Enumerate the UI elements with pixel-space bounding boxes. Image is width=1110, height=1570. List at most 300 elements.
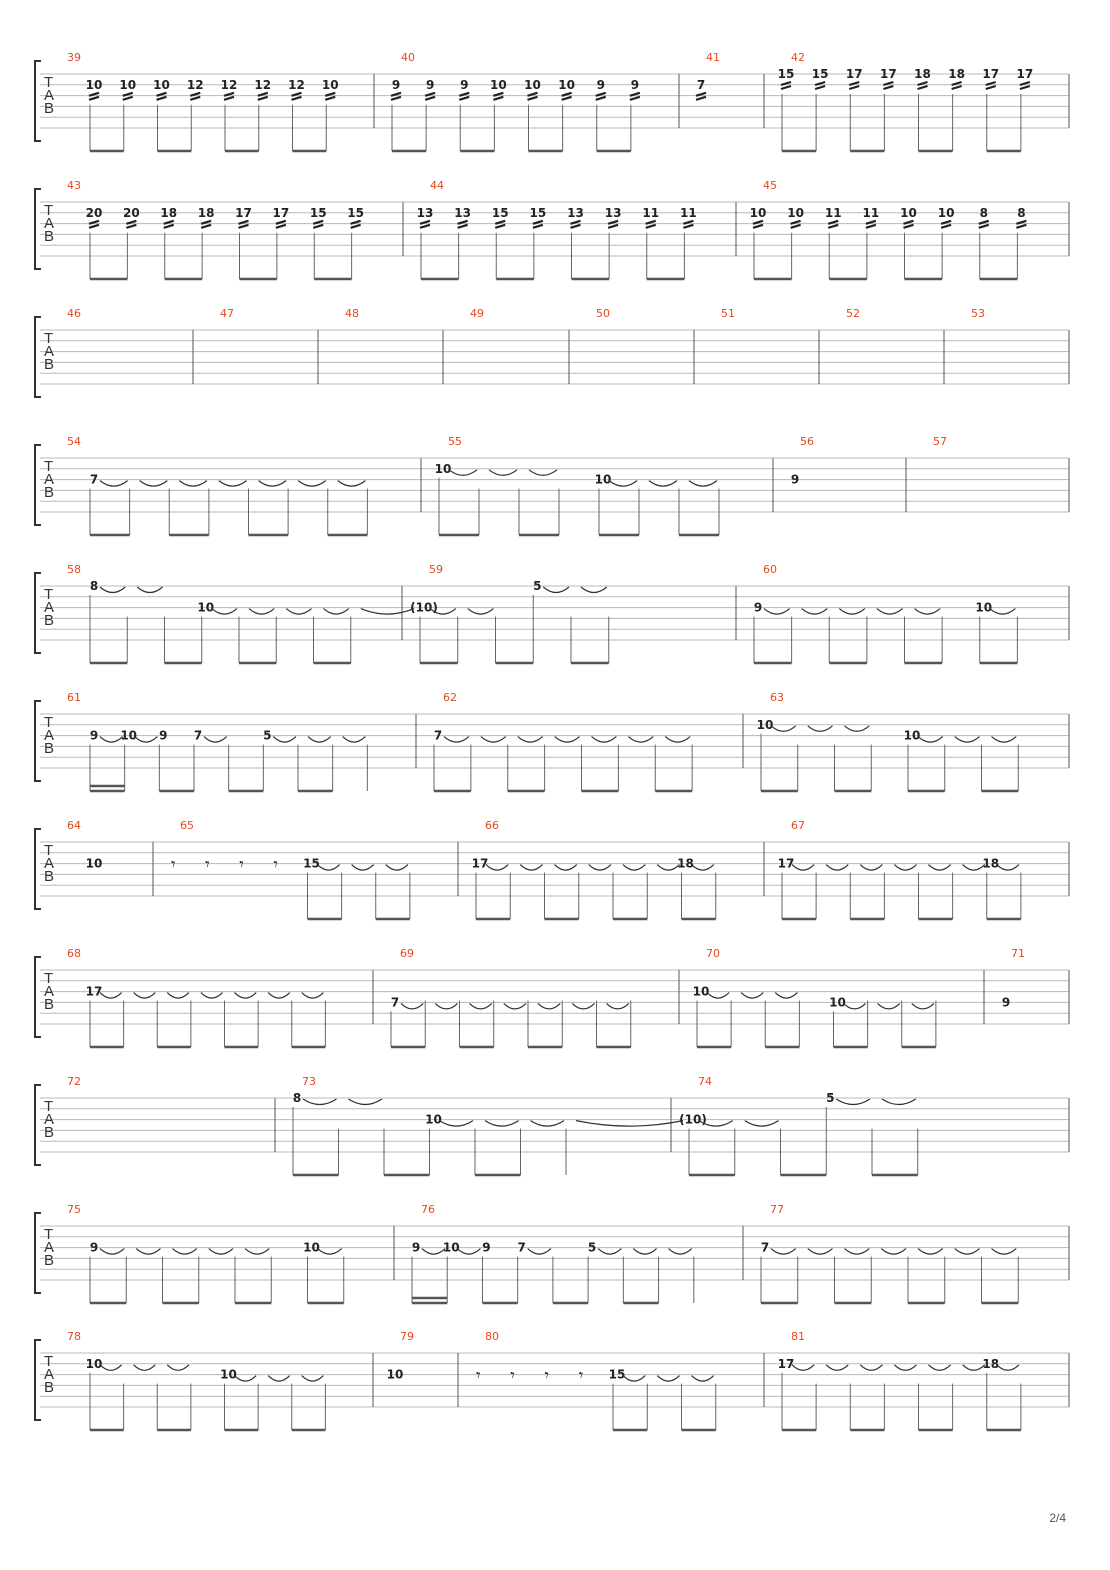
measure-number: 60: [763, 563, 777, 576]
tie: [929, 1365, 951, 1371]
system-bracket: [35, 701, 41, 781]
measure-number: 44: [430, 179, 444, 192]
fret-number: 10: [749, 205, 767, 220]
measure-number: 53: [971, 307, 985, 320]
fret-number: 15: [811, 67, 829, 81]
tie: [894, 1365, 916, 1371]
tie: [882, 1099, 916, 1105]
tie: [669, 1249, 692, 1255]
fret-number: 17: [777, 1356, 795, 1371]
tie: [137, 587, 162, 593]
slash-mark: [608, 221, 618, 228]
fret-number: 9: [391, 77, 401, 92]
tab-clef-letter: B: [44, 612, 55, 629]
tie: [775, 993, 797, 999]
fret-number: 10: [756, 717, 774, 732]
slash-mark: [459, 93, 469, 100]
fret-number: 15: [608, 1367, 626, 1382]
tab-clef-letter: A: [44, 599, 55, 616]
tie: [992, 737, 1017, 743]
slash-mark: [528, 93, 538, 100]
tie: [531, 1121, 565, 1127]
tab-clef-letter: A: [44, 343, 55, 360]
tie: [689, 481, 717, 487]
tie: [435, 1003, 457, 1009]
slash-mark: [89, 221, 99, 228]
slash-mark: [201, 221, 211, 228]
tie: [520, 865, 542, 871]
fret-number: 15: [777, 67, 795, 81]
slash-mark: [313, 221, 323, 228]
slash-mark: [883, 82, 893, 89]
tab-clef-letter: T: [44, 714, 54, 731]
tab-clef-letter: B: [44, 996, 55, 1013]
measure-number: 81: [791, 1330, 805, 1343]
tie: [318, 865, 340, 871]
tie: [918, 737, 943, 743]
fret-number: 18: [677, 856, 694, 871]
tab-clef-letter: T: [44, 202, 54, 219]
tab-clef-letter: B: [44, 1379, 55, 1396]
eighth-rest: 𝄾: [578, 1366, 584, 1386]
slash-mark: [986, 82, 996, 89]
tie: [992, 1249, 1017, 1255]
tie: [572, 1003, 594, 1009]
tie: [808, 1249, 833, 1255]
slash-mark: [781, 82, 791, 89]
tie: [303, 1099, 337, 1105]
tab-clef-letter: T: [44, 586, 54, 603]
slash-mark: [276, 221, 286, 228]
tie: [538, 1003, 560, 1009]
measure-number: 66: [485, 819, 499, 832]
measure-number: 77: [770, 1203, 784, 1216]
measure-number: 64: [67, 819, 81, 832]
tie: [235, 993, 257, 999]
tie: [792, 1365, 814, 1371]
tie: [845, 1249, 870, 1255]
tab-system: [35, 179, 1069, 279]
tie: [665, 737, 690, 743]
tie: [286, 609, 311, 615]
fret-number: 8: [979, 205, 988, 220]
tie: [273, 737, 296, 743]
measure-number: 42: [791, 51, 805, 64]
tie: [860, 1365, 882, 1371]
measure-number: 73: [302, 1075, 316, 1088]
tab-clef-letter: T: [44, 458, 54, 475]
tab-clef-letter: A: [44, 855, 55, 872]
slash-mark: [224, 93, 234, 100]
slash-mark: [190, 93, 200, 100]
slur: [422, 1249, 445, 1255]
slash-mark: [630, 93, 640, 100]
measure-number: 74: [698, 1075, 712, 1088]
fret-number: 17: [471, 856, 489, 871]
fret-number: 7: [390, 995, 400, 1010]
slash-mark: [458, 221, 468, 228]
tie: [592, 737, 617, 743]
fret-number: 9: [790, 472, 800, 487]
fret-number: 12: [254, 77, 272, 92]
eighth-rest: 𝄾: [239, 855, 244, 875]
fret-number: 17: [272, 205, 290, 220]
slash-mark: [866, 221, 876, 228]
tie: [692, 1376, 714, 1382]
system-bracket: [35, 61, 41, 141]
tie: [745, 1121, 779, 1127]
tie: [481, 737, 506, 743]
tie: [100, 481, 128, 487]
tie: [324, 609, 349, 615]
slash-mark: [791, 221, 801, 228]
tie: [298, 481, 326, 487]
eighth-rest: 𝄾: [544, 1366, 550, 1386]
fret-number: 18: [197, 205, 215, 220]
tie: [386, 865, 408, 871]
tie: [352, 865, 374, 871]
tie: [343, 737, 366, 743]
fret-number: 9: [411, 1240, 421, 1255]
tie: [918, 1249, 943, 1255]
tie: [100, 1249, 124, 1255]
tie: [581, 587, 607, 593]
measure-number: 49: [470, 307, 484, 320]
tab-system: [35, 51, 1069, 151]
tie: [140, 481, 168, 487]
fret-number: 7: [193, 728, 203, 743]
tie: [167, 1365, 189, 1371]
fret-number: 9: [753, 600, 763, 615]
measure-number: 55: [448, 435, 462, 448]
tab-clef-letter: B: [44, 1252, 55, 1269]
fret-number: 10: [153, 77, 170, 92]
slash-mark: [126, 221, 136, 228]
tie: [543, 587, 569, 593]
slash-mark: [493, 93, 503, 100]
tab-clef-letter: A: [44, 983, 55, 1000]
fret-number: 5: [826, 1091, 835, 1105]
tie: [249, 609, 274, 615]
system-bracket: [35, 189, 41, 269]
measure-number: 39: [67, 51, 81, 64]
system-bracket: [35, 573, 41, 653]
tie: [836, 1099, 870, 1105]
fret-number: 5: [533, 579, 542, 593]
fret-number: 13: [604, 205, 622, 220]
tie: [607, 1003, 629, 1009]
fret-number: 7: [760, 1240, 770, 1255]
tie: [212, 609, 237, 615]
fret-number: 9: [425, 77, 435, 92]
tie: [245, 1249, 269, 1255]
tie: [860, 865, 882, 871]
fret-number: 7: [89, 472, 99, 487]
fret-number: 10: [303, 1240, 320, 1255]
tie: [201, 993, 223, 999]
slash-mark: [815, 82, 825, 89]
fret-number: 18: [160, 205, 178, 220]
tie: [990, 609, 1016, 615]
slash-mark: [258, 93, 268, 100]
fret-number: 8: [292, 1091, 302, 1105]
tie: [173, 1249, 197, 1255]
tie: [349, 1099, 383, 1105]
eighth-rest: 𝄾: [273, 855, 278, 875]
fret-number: 20: [85, 205, 103, 220]
slash-mark: [239, 221, 249, 228]
fret-number: 17: [777, 856, 795, 871]
system-bracket: [35, 1340, 41, 1420]
slash-mark: [425, 93, 435, 100]
tab-system: [35, 1075, 1069, 1175]
fret-number: 10: [119, 77, 137, 92]
measure-number: 59: [429, 563, 443, 576]
tie: [826, 865, 848, 871]
measure-number: 56: [800, 435, 814, 448]
tie: [485, 1121, 519, 1127]
tie: [555, 865, 577, 871]
tie: [915, 609, 941, 615]
slash-mark: [683, 221, 693, 228]
measure-number: 45: [763, 179, 777, 192]
tie: [489, 470, 517, 476]
tab-clef-letter: B: [44, 228, 55, 245]
tab-clef-letter: A: [44, 471, 55, 488]
tie: [179, 481, 207, 487]
tie: [259, 481, 287, 487]
fret-number: 10: [425, 1112, 442, 1127]
fret-number: 17: [1016, 67, 1034, 81]
tie: [100, 1365, 122, 1371]
fret-number: 15: [491, 205, 509, 220]
tab-clef-letter: A: [44, 1366, 55, 1383]
tie: [707, 993, 729, 999]
fret-number: 18: [914, 67, 931, 81]
measure-number: 80: [485, 1330, 499, 1343]
system-bracket: [35, 317, 41, 397]
tie: [219, 481, 247, 487]
tab-clef-letter: A: [44, 87, 55, 104]
slash-mark: [157, 93, 167, 100]
tie: [308, 737, 331, 743]
fret-number: (10): [679, 1112, 707, 1127]
tie: [100, 587, 125, 593]
slash-mark: [696, 93, 706, 100]
slash-mark: [753, 221, 763, 228]
fret-number: 9: [482, 1240, 491, 1255]
measure-number: 43: [67, 179, 81, 192]
measure-number: 79: [400, 1330, 414, 1343]
tie: [528, 1249, 551, 1255]
tie: [623, 865, 645, 871]
measure-number: 48: [345, 307, 359, 320]
tie: [771, 1249, 796, 1255]
slash-mark: [391, 93, 401, 100]
tie: [468, 609, 494, 615]
tie: [771, 726, 796, 732]
fret-number: 11: [680, 205, 697, 220]
fret-number: 7: [517, 1240, 526, 1255]
slash-mark: [164, 221, 174, 228]
slash-mark: [1020, 82, 1030, 89]
slash-mark: [941, 221, 951, 228]
tab-clef-letter: A: [44, 1111, 55, 1128]
fret-number: 5: [263, 728, 272, 743]
tab-system: [35, 819, 1069, 919]
tie: [529, 470, 557, 476]
slash-mark: [918, 82, 928, 89]
tie: [470, 1003, 492, 1009]
slash-mark: [292, 93, 302, 100]
fret-number: 10: [321, 77, 339, 92]
tie: [338, 481, 366, 487]
tie: [504, 1003, 526, 1009]
fret-number: 10: [787, 205, 804, 220]
fret-number: 17: [880, 67, 897, 81]
tab-system: [35, 563, 1069, 663]
fret-number: 12: [186, 77, 204, 92]
measure-number: 71: [1011, 947, 1025, 960]
tie: [808, 726, 833, 732]
tie: [628, 737, 653, 743]
measure-number: 65: [180, 819, 194, 832]
fret-number: 15: [529, 205, 547, 220]
fret-number: 5: [587, 1240, 597, 1255]
fret-number: 10: [120, 728, 138, 743]
fret-number: 11: [824, 205, 842, 220]
tie: [136, 1249, 160, 1255]
tie: [826, 1365, 848, 1371]
fret-number: 9: [89, 1240, 99, 1255]
tab-system: [35, 1330, 1069, 1430]
measure-number: 72: [67, 1075, 81, 1088]
slash-mark: [952, 82, 962, 89]
tie: [576, 1121, 683, 1127]
fret-number: 10: [692, 984, 710, 999]
fret-number: 10: [900, 205, 917, 220]
tie: [623, 1376, 645, 1382]
system-bracket: [35, 957, 41, 1037]
system-bracket: [35, 829, 41, 909]
fret-number: 10: [85, 1356, 103, 1371]
tie: [878, 1003, 900, 1009]
tie: [401, 1003, 423, 1009]
tab-system: [35, 691, 1069, 791]
fret-number: 10: [434, 461, 452, 476]
tie: [802, 609, 828, 615]
fret-number: 7: [696, 77, 706, 92]
tie: [302, 1376, 324, 1382]
fret-number: 12: [288, 77, 305, 92]
fret-number: 10: [937, 205, 955, 220]
slash-mark: [533, 221, 543, 228]
tab-system: [35, 1203, 1069, 1303]
fret-number: 10: [558, 77, 575, 92]
tie: [845, 726, 870, 732]
tie: [167, 993, 189, 999]
tie: [997, 1365, 1019, 1371]
measure-number: 58: [67, 563, 81, 576]
measure-number: 46: [67, 307, 81, 320]
tie: [204, 737, 227, 743]
fret-number: 10: [524, 77, 541, 92]
tie: [440, 1121, 474, 1127]
measure-number: 67: [791, 819, 805, 832]
tab-clef-letter: T: [44, 1226, 54, 1243]
fret-number: 10: [85, 856, 103, 871]
measure-number: 47: [220, 307, 234, 320]
tie: [555, 737, 580, 743]
measure-number: 68: [67, 947, 81, 960]
fret-number: 7: [433, 728, 443, 743]
slash-mark: [89, 93, 99, 100]
fret-number: 10: [903, 728, 921, 743]
tie: [955, 1249, 980, 1255]
tab-clef-letter: B: [44, 868, 55, 885]
tie: [589, 865, 611, 871]
tie: [877, 609, 903, 615]
slash-mark: [849, 82, 859, 89]
tie: [268, 993, 290, 999]
fret-number: 13: [454, 205, 471, 220]
fret-number: 15: [303, 856, 320, 871]
tab-clef-letter: B: [44, 1124, 55, 1141]
fret-number: 10: [975, 600, 993, 615]
fret-number: (10): [410, 600, 438, 615]
tie: [134, 993, 156, 999]
tie: [598, 1249, 621, 1255]
tie: [839, 609, 865, 615]
tie: [955, 737, 980, 743]
measure-number: 70: [706, 947, 720, 960]
tie: [633, 1249, 656, 1255]
fret-number: 20: [123, 205, 140, 220]
tie: [444, 737, 469, 743]
fret-number: 10: [594, 472, 612, 487]
tie: [997, 865, 1019, 871]
measure-number: 69: [400, 947, 414, 960]
tab-clef-letter: B: [44, 484, 55, 501]
tab-system: [35, 947, 1069, 1047]
slash-mark: [495, 221, 505, 228]
tab-system: [35, 435, 1069, 535]
fret-number: 17: [982, 67, 1000, 81]
tab-clef-letter: A: [44, 215, 55, 232]
page-number: 2/4: [1049, 1511, 1066, 1525]
tie: [318, 1249, 342, 1255]
tab-clef-letter: A: [44, 727, 55, 744]
fret-number: 10: [386, 1367, 404, 1382]
fret-number: 9: [630, 77, 640, 92]
fret-number: 11: [642, 205, 660, 220]
fret-number: 10: [85, 77, 103, 92]
tab-clef-letter: B: [44, 740, 55, 757]
tie: [894, 865, 916, 871]
fret-number: 13: [416, 205, 434, 220]
fret-number: 13: [567, 205, 584, 220]
tab-clef-letter: T: [44, 74, 54, 91]
tab-clef-letter: T: [44, 1353, 54, 1370]
measure-number: 78: [67, 1330, 81, 1343]
measure-number: 54: [67, 435, 81, 448]
measure-number: 50: [596, 307, 610, 320]
tie: [235, 1376, 257, 1382]
tie: [657, 1376, 679, 1382]
fret-number: 10: [197, 600, 215, 615]
system-bracket: [35, 445, 41, 525]
tab-clef-letter: T: [44, 330, 54, 347]
